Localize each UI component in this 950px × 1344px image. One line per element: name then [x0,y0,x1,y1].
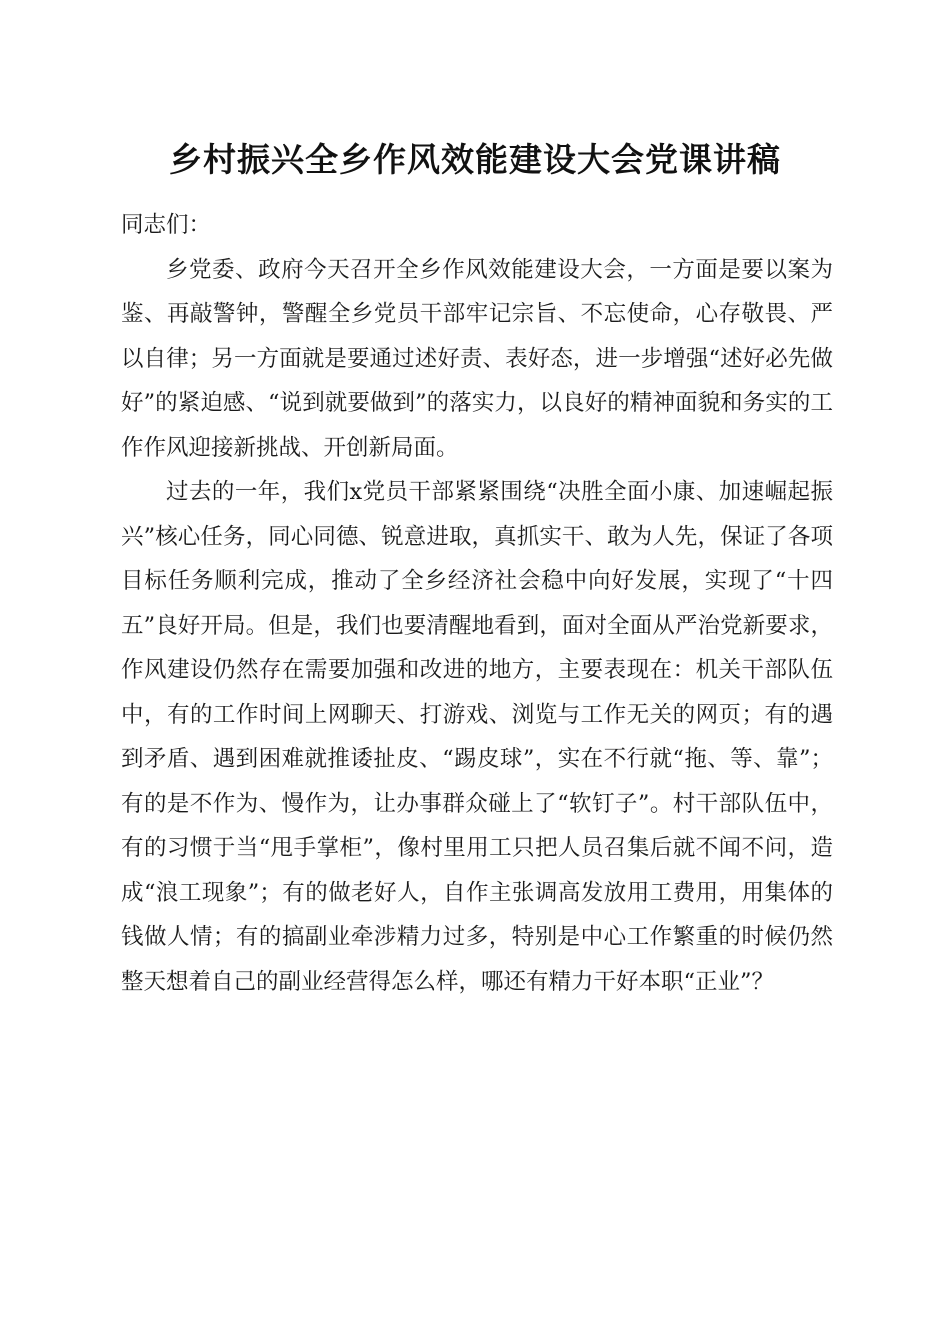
paragraph-2: 过去的一年，我们x党员干部紧紧围绕“决胜全面小康、加速崛起振兴”核心任务，同心同德、锐意进取，真抓实干、敢为人先，保证了各项目标任务顺利完成，推动了全乡经济社会稳中向好发展，实现了“十四五”良好开局。但是，我们也要清醒地看到，面对全面从严治党新要求，作风建设仍然存在需要加强和改进的地方，主要表现在：机关干部队伍中，有的工作时间上网聊天、打游戏、浏览与工作无关的网页；有的遇到矛盾、遇到困难就推诿扯皮、“踢皮球”，实在不行就“拖、等、靠”；有的是不作为、慢作为，让办事群众碰上了“软钉子”。村干部队伍中，有的习惯于当“甩手掌柜”，像村里用工只把人员召集后就不闻不问，造成“浪工现象”；有的做老好人，自作主张调高发放用工费用，用集体的钱做人情；有的搞副业牵涉精力过多，特别是中心工作繁重的时候仍然整天想着自己的副业经营得怎么样，哪还有精力干好本职“正业”？ [121,479,833,995]
document-body [121,203,833,1004]
document-title: 乡村振兴全乡作风效能建设大会党课讲稿 [169,140,781,179]
salutation: 同志们： [121,212,212,238]
paragraph-1: 乡党委、政府今天召开全乡作风效能建设大会，一方面是要以案为鉴、再敲警钟，警醒全乡党员干部牢记宗旨、不忘使命，心存敬畏、严以自律；另一方面就是要通过述好责、表好态，进一步增强“述好必先做好”的紧迫感、“说到就要做到”的落实力，以良好的精神面貌和务实的工作作风迎接新挑战、开创新局面。 [121,256,833,461]
